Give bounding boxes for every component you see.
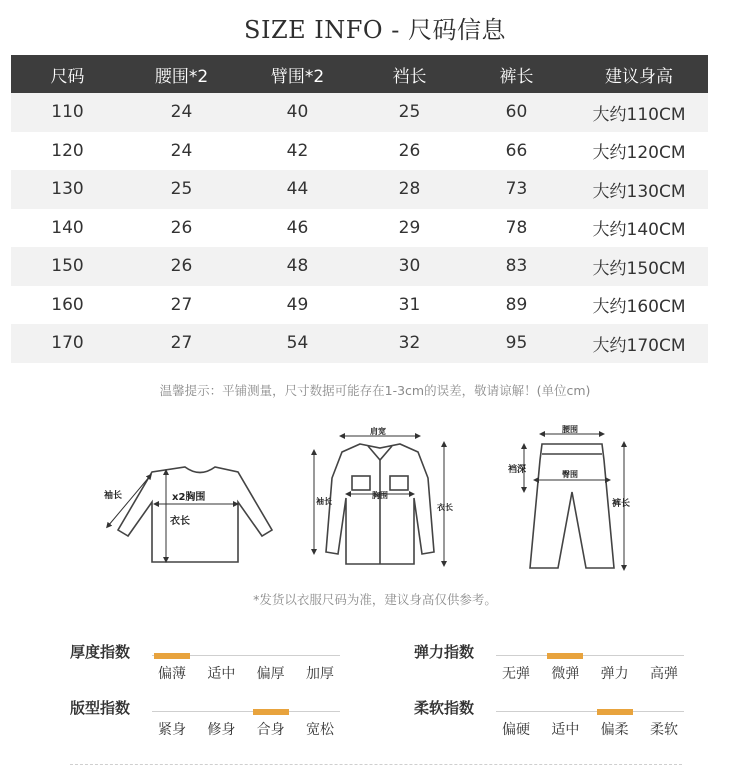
index-option: 紧身 [158, 722, 186, 738]
header-pants-length: 裤长 [499, 66, 534, 87]
cell-size: 120 [51, 140, 84, 161]
index-option: 弹力 [600, 666, 629, 682]
index-option: 偏硬 [502, 722, 530, 738]
index-option: 修身 [207, 722, 236, 738]
size-table [11, 55, 708, 363]
cell-size: 150 [51, 256, 84, 277]
cell-arm: 42 [286, 140, 309, 161]
cell-rise: 30 [398, 256, 421, 277]
index-option: 高弹 [649, 666, 678, 682]
table-row [11, 170, 708, 209]
cell-waist: 26 [170, 256, 193, 277]
cell-rise: 26 [398, 140, 421, 161]
cell-pants-length: 66 [505, 140, 528, 161]
cell-arm: 44 [286, 179, 309, 200]
cell-pants-length: 89 [505, 294, 528, 315]
index-option: 偏柔 [600, 722, 629, 738]
sweater-diagram [108, 467, 272, 562]
pants-outline [530, 444, 614, 568]
index-label: 版型指数 [70, 699, 131, 717]
index-marker [547, 653, 583, 659]
cell-size: 160 [51, 294, 84, 315]
cell-height: 大约170CM [592, 335, 686, 356]
sweater-outline [118, 467, 272, 562]
index-marker [154, 653, 190, 659]
header-waist: 腰围*2 [154, 66, 209, 87]
index-marker [253, 709, 289, 715]
cell-size: 140 [51, 217, 84, 238]
sweater-length-label: 衣长 [170, 516, 190, 527]
sweater-sleeve-arrow [108, 476, 150, 526]
cell-size: 130 [51, 179, 84, 200]
cell-rise: 25 [398, 102, 421, 123]
shirt-shoulder-label: 肩宽 [370, 427, 386, 436]
index-label: 弹力指数 [414, 643, 475, 661]
cell-height: 大约120CM [592, 143, 686, 164]
cell-height: 大约130CM [592, 181, 686, 202]
shirt-diagram [314, 436, 444, 564]
cell-height: 大约150CM [592, 258, 686, 279]
table-row [11, 286, 708, 325]
index-option: 偏薄 [158, 666, 186, 682]
cell-waist: 27 [170, 294, 193, 315]
header-size: 尺码 [50, 66, 85, 87]
index-option: 适中 [551, 722, 580, 738]
cell-rise: 28 [398, 179, 421, 200]
pants-waist-label: 腰围 [562, 425, 578, 434]
cell-waist: 25 [170, 179, 193, 200]
cell-waist: 24 [170, 102, 193, 123]
measurement-tip: 温馨提示：平铺测量，尺寸数据可能存在1-3cm的误差，敬请谅解！(单位cm) [159, 383, 591, 398]
cell-pants-length: 73 [505, 179, 528, 200]
cell-height: 大约160CM [592, 297, 686, 318]
cell-arm: 40 [286, 102, 309, 123]
index-option: 合身 [256, 722, 285, 738]
pants-hip-label: 臀围 [562, 470, 578, 479]
index-option: 加厚 [305, 666, 334, 682]
measurement-illustrations [0, 420, 750, 590]
table-row [11, 93, 708, 132]
cell-rise: 31 [398, 294, 421, 315]
cell-rise: 29 [398, 217, 421, 238]
table-row [11, 324, 708, 363]
shirt-length-label: 衣长 [437, 503, 453, 512]
bottom-divider [70, 764, 682, 765]
table-row [11, 247, 708, 286]
shirt-sleeve-label: 袖长 [316, 497, 332, 506]
index-option: 适中 [207, 666, 236, 682]
shirt-chest-label: 胸围 [372, 491, 388, 500]
cell-arm: 49 [286, 294, 309, 315]
cell-height: 大约140CM [592, 220, 686, 241]
cell-height: 大约110CM [592, 104, 686, 125]
index-option: 微弹 [551, 666, 580, 682]
cell-pants-length: 60 [505, 102, 528, 123]
cell-size: 110 [51, 102, 84, 123]
index-label: 厚度指数 [70, 643, 131, 661]
sweater-sleeve-label: 袖长 [104, 491, 123, 501]
cell-pants-length: 83 [505, 256, 528, 277]
cell-arm: 54 [286, 333, 309, 354]
pants-rise-label: 裆深 [508, 465, 527, 475]
cell-arm: 48 [286, 256, 309, 277]
shipping-note: *发货以衣服尺码为准，建议身高仅供参考。 [253, 592, 497, 607]
cell-rise: 32 [398, 333, 421, 354]
cell-waist: 24 [170, 140, 193, 161]
sweater-chest-label: x2胸围 [172, 492, 206, 503]
header-arm: 臂围*2 [270, 66, 325, 87]
cell-waist: 27 [170, 333, 193, 354]
table-row [11, 132, 708, 171]
pants-length-label: 裤长 [612, 499, 631, 509]
table-row [11, 209, 708, 248]
header-rise: 裆长 [392, 66, 427, 87]
table-header [11, 55, 708, 93]
cell-pants-length: 95 [505, 333, 528, 354]
cell-waist: 26 [170, 217, 193, 238]
cell-size: 170 [51, 333, 84, 354]
index-option: 无弹 [502, 666, 530, 682]
header-height: 建议身高 [605, 66, 673, 87]
index-label: 柔软指数 [414, 699, 475, 717]
page-title: SIZE INFO - 尺码信息 [244, 16, 506, 44]
pants-diagram [524, 434, 624, 568]
index-option: 柔软 [649, 722, 678, 738]
cell-pants-length: 78 [505, 217, 528, 238]
index-option: 偏厚 [256, 666, 285, 682]
cell-arm: 46 [286, 217, 309, 238]
index-option: 宽松 [305, 722, 334, 738]
index-marker [597, 709, 633, 715]
